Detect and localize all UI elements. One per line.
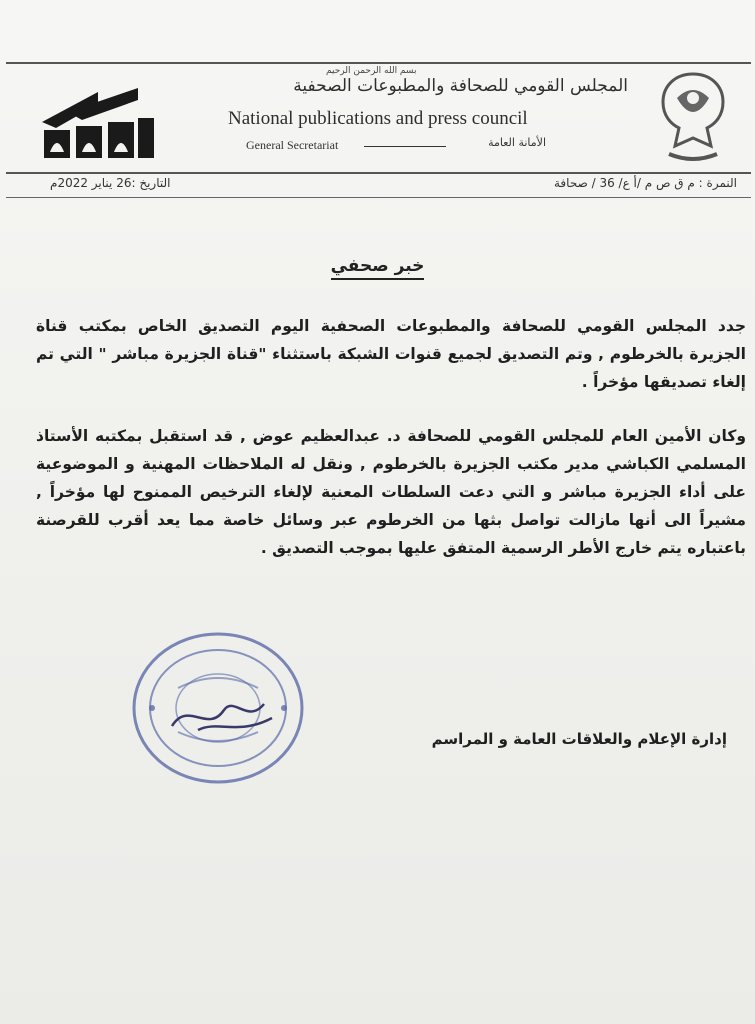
basmala: بسم الله الرحمن الرحيم bbox=[326, 66, 417, 76]
council-name-english: National publications and press council bbox=[228, 108, 528, 129]
paragraph-1: جدد المجلس القومي للصحافة والمطبوعات الصحفية اليوم التصديق الخاص بمكتب قناة الجزيرة بالخرطوم , وتم التصديق لجميع قنوات الشبكة باستثناء "قناة الجزيرة مباشر " التي تم إلغاء تصديقها مؤخراً . bbox=[36, 317, 746, 391]
letterhead bbox=[6, 62, 751, 174]
secretariat-arabic: الأمانة العامة bbox=[488, 136, 546, 149]
secretariat-divider bbox=[364, 146, 446, 147]
sudan-emblem-icon bbox=[653, 68, 733, 168]
secretariat-row bbox=[246, 136, 546, 154]
document-date: التاريخ :26 يناير 2022م bbox=[50, 176, 171, 190]
publications-logo-icon bbox=[38, 82, 158, 162]
headline-text: خبر صحفي bbox=[331, 256, 425, 280]
reference-number: النمرة : م ق ص م /أ ع/ 36 / صحافة bbox=[554, 176, 737, 190]
headline bbox=[0, 256, 755, 276]
secretariat-english: General Secretariat bbox=[246, 138, 339, 152]
signature-icon bbox=[168, 690, 278, 740]
paragraph-2: وكان الأمين العام للمجلس القومي للصحافة د. عبدالعظيم عوض , قد استقبل بمكتبه الأستاذ المسلمي الكباشي مدير مكتب الجزيرة بالخرطوم , ونقل له الملاحظات المهنية و الموضوعية على أداء الجزيرة مباشر و التي دعت السلطات المعنية لإلغاء الترخيص الممنوح لها مؤخراً , مشيراً الى أنها مازالت تواصل بثها من الخرطوم عبر وسائل خاصة مما يعد أقرب للقرصنة باعتباره يتم خارج الأطر الرسمية المتفق عليها بموجب التصديق . bbox=[36, 427, 746, 557]
council-name-arabic: المجلس القومي للصحافة والمطبوعات الصحفية bbox=[293, 76, 628, 96]
signatory-department: إدارة الإعلام والعلاقات العامة و المراسم bbox=[431, 730, 727, 748]
reference-date-row bbox=[6, 174, 751, 198]
